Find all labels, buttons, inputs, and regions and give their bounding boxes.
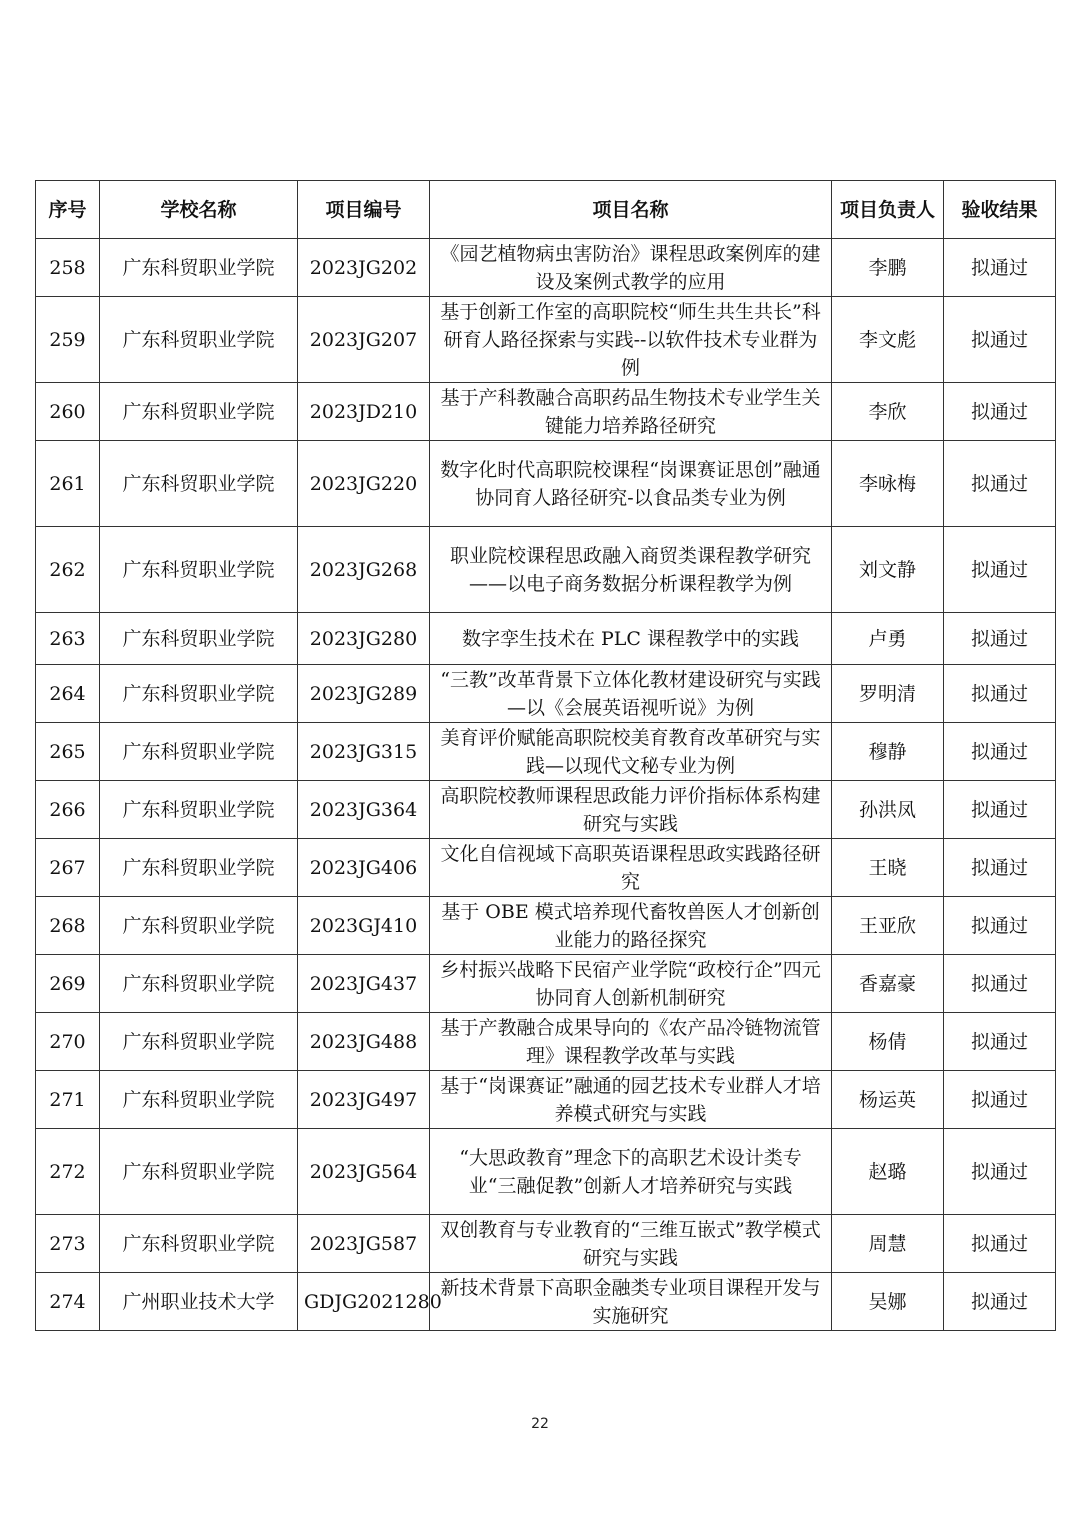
project-leader-cell: 李文彪 — [832, 297, 944, 383]
row-number-cell: 260 — [36, 383, 100, 441]
row-number-cell: 261 — [36, 441, 100, 527]
row-number-cell: 258 — [36, 239, 100, 297]
row-number-cell: 265 — [36, 723, 100, 781]
project-title-cell: 基于产科教融合高职药品生物技术专业学生关键能力培养路径研究 — [430, 383, 832, 441]
project-code-cell: 2023JG220 — [298, 441, 430, 527]
project-code-cell: 2023JG315 — [298, 723, 430, 781]
row-number-cell: 273 — [36, 1215, 100, 1273]
acceptance-result-cell: 拟通过 — [944, 955, 1056, 1013]
header-cell: 项目编号 — [298, 181, 430, 239]
school-name-cell: 广东科贸职业学院 — [100, 1129, 298, 1215]
project-code-cell: 2023JG564 — [298, 1129, 430, 1215]
row-number-cell: 259 — [36, 297, 100, 383]
table-row — [36, 441, 1056, 527]
project-leader-cell: 卢勇 — [832, 613, 944, 665]
project-code-cell: 2023JG207 — [298, 297, 430, 383]
table-row — [36, 613, 1056, 665]
school-name-cell: 广东科贸职业学院 — [100, 383, 298, 441]
acceptance-result-cell: 拟通过 — [944, 297, 1056, 383]
project-leader-cell: 罗明清 — [832, 665, 944, 723]
project-title-cell: 美育评价赋能高职院校美育教育改革研究与实践—以现代文秘专业为例 — [430, 723, 832, 781]
project-code-cell: 2023GJ410 — [298, 897, 430, 955]
acceptance-result-cell: 拟通过 — [944, 781, 1056, 839]
row-number-cell: 272 — [36, 1129, 100, 1215]
table-row — [36, 1129, 1056, 1215]
header-cell: 序号 — [36, 181, 100, 239]
project-code-cell: GDJG2021280 — [298, 1273, 430, 1331]
table-row — [36, 781, 1056, 839]
row-number-cell: 263 — [36, 613, 100, 665]
project-leader-cell: 李鹏 — [832, 239, 944, 297]
acceptance-result-cell: 拟通过 — [944, 1013, 1056, 1071]
row-number-cell: 270 — [36, 1013, 100, 1071]
acceptance-result-cell: 拟通过 — [944, 527, 1056, 613]
acceptance-result-cell: 拟通过 — [944, 1215, 1056, 1273]
project-code-cell: 2023JG202 — [298, 239, 430, 297]
project-code-cell: 2023JG289 — [298, 665, 430, 723]
table-row — [36, 955, 1056, 1013]
row-number-cell: 271 — [36, 1071, 100, 1129]
acceptance-result-cell: 拟通过 — [944, 441, 1056, 527]
table-row — [36, 1071, 1056, 1129]
project-title-cell: “大思政教育”理念下的高职艺术设计类专业“三融促教”创新人才培养研究与实践 — [430, 1129, 832, 1215]
school-name-cell: 广东科贸职业学院 — [100, 239, 298, 297]
school-name-cell: 广东科贸职业学院 — [100, 1013, 298, 1071]
table-row — [36, 665, 1056, 723]
header-cell: 学校名称 — [100, 181, 298, 239]
project-leader-cell: 王亚欣 — [832, 897, 944, 955]
header-cell: 项目负责人 — [832, 181, 944, 239]
project-title-cell: 基于产教融合成果导向的《农产品冷链物流管理》课程教学改革与实践 — [430, 1013, 832, 1071]
project-leader-cell: 香嘉豪 — [832, 955, 944, 1013]
project-title-cell: 基于创新工作室的高职院校“师生共生共长”科研育人路径探索与实践--以软件技术专业群为例 — [430, 297, 832, 383]
school-name-cell: 广东科贸职业学院 — [100, 1071, 298, 1129]
project-leader-cell: 穆静 — [832, 723, 944, 781]
project-leader-cell: 杨倩 — [832, 1013, 944, 1071]
row-number-cell: 269 — [36, 955, 100, 1013]
page-number: 22 — [531, 1416, 549, 1432]
acceptance-result-cell: 拟通过 — [944, 1273, 1056, 1331]
project-code-cell: 2023JG587 — [298, 1215, 430, 1273]
school-name-cell: 广东科贸职业学院 — [100, 955, 298, 1013]
school-name-cell: 广东科贸职业学院 — [100, 781, 298, 839]
table-row — [36, 897, 1056, 955]
project-title-cell: 新技术背景下高职金融类专业项目课程开发与实施研究 — [430, 1273, 832, 1331]
project-title-cell: 数字孪生技术在 PLC 课程教学中的实践 — [430, 613, 832, 665]
table-row — [36, 239, 1056, 297]
table-row — [36, 839, 1056, 897]
project-title-cell: 数字化时代高职院校课程“岗课赛证思创”融通协同育人路径研究-以食品类专业为例 — [430, 441, 832, 527]
table-body — [36, 239, 1056, 1331]
acceptance-result-cell: 拟通过 — [944, 839, 1056, 897]
acceptance-result-cell: 拟通过 — [944, 723, 1056, 781]
project-code-cell: 2023JG406 — [298, 839, 430, 897]
acceptance-result-cell: 拟通过 — [944, 613, 1056, 665]
project-title-cell: 《园艺植物病虫害防治》课程思政案例库的建设及案例式教学的应用 — [430, 239, 832, 297]
school-name-cell: 广东科贸职业学院 — [100, 665, 298, 723]
row-number-cell: 268 — [36, 897, 100, 955]
row-number-cell: 266 — [36, 781, 100, 839]
acceptance-result-cell: 拟通过 — [944, 1071, 1056, 1129]
row-number-cell: 264 — [36, 665, 100, 723]
table-row — [36, 1273, 1056, 1331]
project-title-cell: “三教”改革背景下立体化教材建设研究与实践—以《会展英语视听说》为例 — [430, 665, 832, 723]
table-row — [36, 383, 1056, 441]
table-row — [36, 1215, 1056, 1273]
table-row — [36, 297, 1056, 383]
project-leader-cell: 孙洪凤 — [832, 781, 944, 839]
acceptance-result-cell: 拟通过 — [944, 1129, 1056, 1215]
acceptance-result-cell: 拟通过 — [944, 383, 1056, 441]
school-name-cell: 广东科贸职业学院 — [100, 297, 298, 383]
header-cell: 项目名称 — [430, 181, 832, 239]
school-name-cell: 广东科贸职业学院 — [100, 897, 298, 955]
table-row — [36, 527, 1056, 613]
project-code-cell: 2023JG364 — [298, 781, 430, 839]
school-name-cell: 广东科贸职业学院 — [100, 527, 298, 613]
project-title-cell: 文化自信视域下高职英语课程思政实践路径研究 — [430, 839, 832, 897]
project-leader-cell: 赵璐 — [832, 1129, 944, 1215]
project-leader-cell: 吴娜 — [832, 1273, 944, 1331]
project-leader-cell: 刘文静 — [832, 527, 944, 613]
project-code-cell: 2023JG497 — [298, 1071, 430, 1129]
table-row — [36, 723, 1056, 781]
project-acceptance-table — [35, 180, 1056, 1331]
project-leader-cell: 李咏梅 — [832, 441, 944, 527]
project-title-cell: 基于“岗课赛证”融通的园艺技术专业群人才培养模式研究与实践 — [430, 1071, 832, 1129]
row-number-cell: 274 — [36, 1273, 100, 1331]
school-name-cell: 广东科贸职业学院 — [100, 613, 298, 665]
project-title-cell: 基于 OBE 模式培养现代畜牧兽医人才创新创业能力的路径探究 — [430, 897, 832, 955]
project-code-cell: 2023JG268 — [298, 527, 430, 613]
project-title-cell: 乡村振兴战略下民宿产业学院“政校行企”四元协同育人创新机制研究 — [430, 955, 832, 1013]
header-cell: 验收结果 — [944, 181, 1056, 239]
project-code-cell: 2023JG488 — [298, 1013, 430, 1071]
school-name-cell: 广州职业技术大学 — [100, 1273, 298, 1331]
school-name-cell: 广东科贸职业学院 — [100, 839, 298, 897]
project-title-cell: 职业院校课程思政融入商贸类课程教学研究——以电子商务数据分析课程教学为例 — [430, 527, 832, 613]
row-number-cell: 262 — [36, 527, 100, 613]
project-code-cell: 2023JD210 — [298, 383, 430, 441]
acceptance-result-cell: 拟通过 — [944, 665, 1056, 723]
acceptance-result-cell: 拟通过 — [944, 897, 1056, 955]
project-code-cell: 2023JG280 — [298, 613, 430, 665]
project-leader-cell: 周慧 — [832, 1215, 944, 1273]
project-title-cell: 高职院校教师课程思政能力评价指标体系构建研究与实践 — [430, 781, 832, 839]
project-leader-cell: 杨运英 — [832, 1071, 944, 1129]
table-row — [36, 1013, 1056, 1071]
table-header-row — [36, 181, 1056, 239]
school-name-cell: 广东科贸职业学院 — [100, 441, 298, 527]
project-title-cell: 双创教育与专业教育的“三维互嵌式”教学模式研究与实践 — [430, 1215, 832, 1273]
school-name-cell: 广东科贸职业学院 — [100, 723, 298, 781]
project-leader-cell: 王晓 — [832, 839, 944, 897]
row-number-cell: 267 — [36, 839, 100, 897]
project-leader-cell: 李欣 — [832, 383, 944, 441]
acceptance-result-cell: 拟通过 — [944, 239, 1056, 297]
school-name-cell: 广东科贸职业学院 — [100, 1215, 298, 1273]
project-code-cell: 2023JG437 — [298, 955, 430, 1013]
